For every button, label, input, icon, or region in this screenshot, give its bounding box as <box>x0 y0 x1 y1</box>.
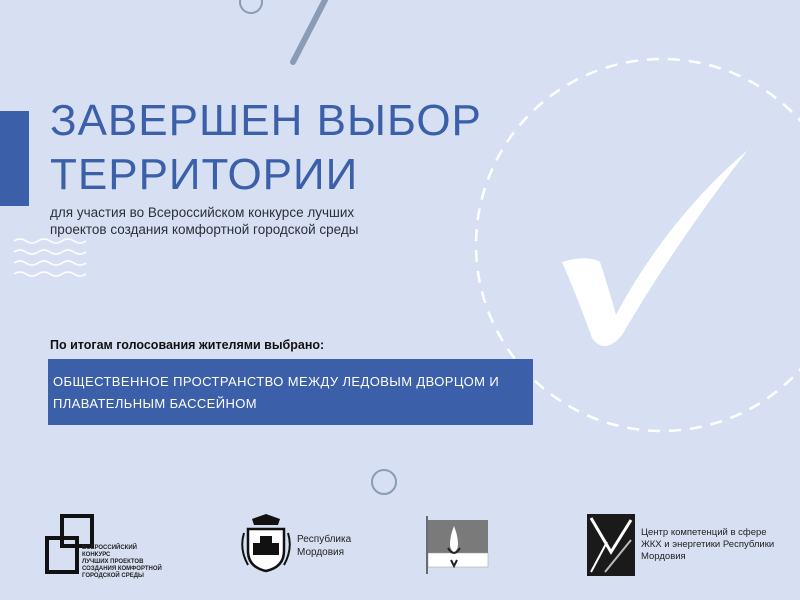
contest-line-2: ЛУЧШИХ ПРОЕКТОВ <box>82 559 144 565</box>
mordovia-coat-of-arms-icon <box>238 513 294 575</box>
small-circle-bottom <box>372 470 396 494</box>
contest-logo-text <box>82 545 162 580</box>
contest-line-4: ГОРОДСКОЙ СРЕДЫ <box>82 573 144 579</box>
mordovia-text: Республика Мордовия <box>297 534 352 558</box>
page-title <box>50 94 482 202</box>
checkmark-icon <box>562 150 748 346</box>
contest-line-3: СОЗДАНИЯ КОМФОРТНОЙ <box>82 566 162 572</box>
competence-center-logo-icon <box>587 514 635 576</box>
title-line-1: ЗАВЕРШЕН ВЫБОР <box>50 96 482 145</box>
accent-bar <box>0 111 29 206</box>
title-line-2: ТЕРРИТОРИИ <box>50 150 359 199</box>
result-box <box>48 359 533 425</box>
contest-line-1: ВСЕРОССИЙСКИЙ КОНКУРС <box>82 545 137 558</box>
subtitle: для участия во Всероссийском конкурсе лучших проектов создания комфортной городской среды <box>50 205 359 237</box>
diagonal-stroke <box>293 0 325 62</box>
city-flag-icon <box>424 514 490 576</box>
result-value: ОБЩЕСТВЕННОЕ ПРОСТРАНСТВО МЕЖДУ ЛЕДОВЫМ ДВОРЦОМ И ПЛАВАТЕЛЬНЫМ БАССЕЙНОМ <box>53 374 500 411</box>
small-circle-top <box>240 0 262 13</box>
result-label: По итогам голосования жителями выбрано: <box>50 338 325 352</box>
wave-lines <box>14 239 86 276</box>
competence-center-text: Центр компетенций в сфере ЖКХ и энергетики Республики Мордовия <box>641 527 775 562</box>
